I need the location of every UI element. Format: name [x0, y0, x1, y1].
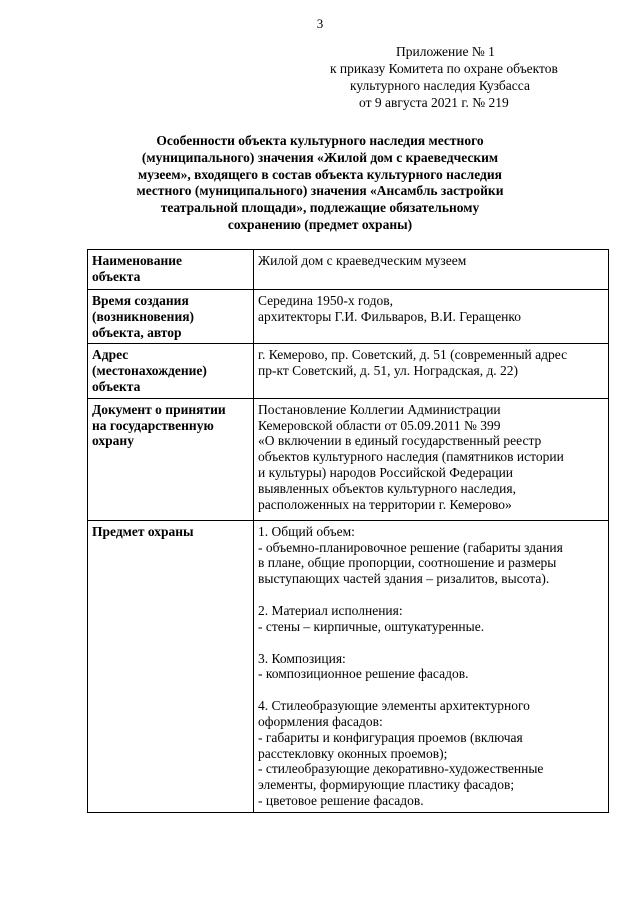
title-line: сохранению (предмет охраны): [227, 216, 413, 232]
appendix-line: культурного наследия Кузбасса: [350, 78, 530, 93]
protection-table: [87, 249, 609, 813]
row-value: [254, 344, 609, 398]
subject-line: - объемно-планировочное решение (габариты здания: [258, 539, 563, 555]
appendix-line: Приложение № 1: [396, 44, 495, 59]
value-line: архитекторы Г.И. Фильваров, В.И. Геращенко: [258, 308, 522, 324]
appendix-header: [330, 43, 600, 111]
label-line: Адрес: [92, 347, 129, 363]
label-line: объекта: [92, 378, 141, 394]
table-row: [88, 290, 609, 344]
label-line: на государственную: [92, 417, 214, 433]
label-line: Документ о принятии: [92, 401, 226, 417]
appendix-line: к приказу Комитета по охране объектов: [330, 61, 558, 76]
subject-line: расстекловку оконных проемов);: [258, 745, 448, 761]
appendix-line: от 9 августа 2021 г. № 219: [359, 95, 509, 110]
table-row: [88, 250, 609, 290]
subject-line: в плане, общие пропорции, соотношение и размеры: [258, 555, 557, 571]
value-line: расположенных на территории г. Кемерово»: [258, 496, 512, 512]
label-line: Наименование: [92, 253, 182, 268]
spacer: [258, 635, 604, 651]
value-line: «О включении в единый государственный реестр: [258, 433, 542, 449]
subject-line: - габариты и конфигурация проемов (включая: [258, 729, 523, 745]
table-row: [88, 398, 609, 520]
value-line: выявленных объектов культурного наследия,: [258, 480, 516, 496]
subject-line: 3. Композиция:: [258, 650, 346, 666]
subject-line: - цветовое решение фасадов.: [258, 792, 424, 808]
title-line: театральной площади», подлежащие обязательному: [160, 200, 480, 216]
label-line: Предмет охраны: [92, 523, 194, 539]
subject-line: - стены – кирпичные, оштукатуренные.: [258, 618, 485, 634]
value-line: Кемеровской области от 05.09.2011 № 399: [258, 417, 501, 433]
subject-line: 2. Материал исполнения:: [258, 602, 403, 618]
row-label: [88, 520, 254, 812]
row-value: [254, 398, 609, 520]
title-line: местного (муниципального) значения «Ансамбль застройки: [136, 183, 504, 199]
table-row: [88, 520, 609, 812]
value-line: Постановление Коллегии Администрации: [258, 401, 501, 417]
row-label: [88, 290, 254, 344]
subject-line: элементы, формирующие пластику фасадов;: [258, 777, 515, 793]
title-line: (муниципального) значения «Жилой дом с краеведческим: [141, 149, 499, 165]
row-label: [88, 344, 254, 398]
subject-line: - стилеобразующие декоративно-художественные: [258, 761, 544, 777]
row-label: [88, 250, 254, 290]
row-label: [88, 398, 254, 520]
value-line: объектов культурного наследия (памятников истории: [258, 449, 564, 465]
document-title: [90, 133, 550, 234]
label-line: Время создания: [92, 293, 189, 308]
row-value: [254, 290, 609, 344]
spacer: [258, 587, 604, 603]
subject-items: [254, 520, 609, 812]
table-row: [88, 344, 609, 398]
value-line: Середина 1950-х годов,: [258, 293, 393, 308]
page-number: 3: [316, 16, 324, 31]
subject-line: - композиционное решение фасадов.: [258, 666, 469, 682]
label-line: объекта: [92, 268, 141, 284]
subject-line: 1. Общий объем:: [258, 523, 355, 539]
label-line: охрану: [92, 433, 134, 449]
subject-line: выступающих частей здания – ризалитов, высота).: [258, 571, 550, 587]
label-line: объекта, автор: [92, 324, 182, 340]
value-line: пр-кт Советский, д. 51, ул. Ноградская, д. 22): [258, 363, 519, 379]
value-line: Жилой дом с краеведческим музеем: [258, 253, 467, 268]
value-line: г. Кемерово, пр. Советский, д. 51 (современный адрес: [258, 347, 568, 363]
value-line: и культуры) народов Российской Федерации: [258, 464, 514, 480]
title-line: Особенности объекта культурного наследия местного: [156, 133, 484, 148]
label-line: (возникновения): [92, 308, 195, 324]
label-line: (местонахождение): [92, 363, 207, 379]
subject-line: оформления фасадов:: [258, 713, 383, 729]
title-line: музеем», входящего в состав объекта культурного наследия: [138, 166, 502, 182]
subject-line: 4. Стилеобразующие элементы архитектурного: [258, 698, 530, 714]
row-value: [254, 250, 609, 290]
spacer: [258, 682, 604, 698]
